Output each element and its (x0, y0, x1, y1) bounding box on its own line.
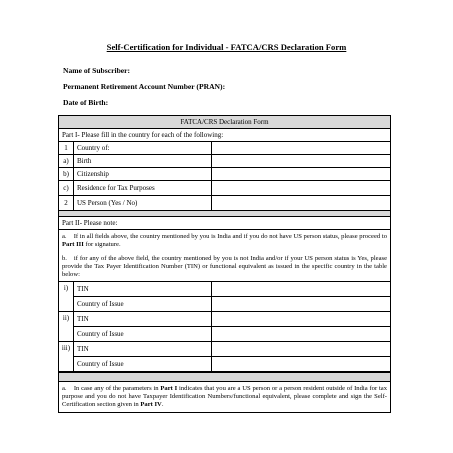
note-a (59, 230, 390, 251)
tin-row-number: ii) (59, 312, 74, 342)
country-table (59, 142, 390, 211)
row-number: 2 (59, 196, 74, 211)
note-b (59, 251, 390, 282)
note-a-bold: Part III (62, 241, 84, 248)
row-number: c) (59, 181, 74, 196)
row-label: Citizenship (74, 168, 212, 181)
country-of-issue-input[interactable] (212, 327, 391, 342)
citizenship-country-input[interactable] (212, 168, 391, 181)
final-note-bold-2: Part IV (140, 401, 162, 408)
country-of-issue-label: Country of Issue (74, 297, 212, 312)
tin-input[interactable] (212, 312, 391, 327)
form-title: Self-Certification for Individual - FATCA/CRS Declaration Form (106, 42, 347, 52)
note-a-tail: for signature. (83, 241, 121, 248)
tin-label: TIN (74, 312, 212, 327)
table-row (59, 196, 390, 211)
tin-row-number: i) (59, 282, 74, 312)
country-of-issue-label: Country of Issue (74, 327, 212, 342)
row-number: 1 (59, 142, 74, 155)
part1-label: Part I- Please fill in the country for each of the following: (59, 129, 390, 142)
row-label: Residence for Tax Purposes (74, 181, 212, 196)
final-note-text-1: In case any of the parameters in (73, 385, 161, 392)
country-of-issue-input[interactable] (212, 297, 391, 312)
us-person-input[interactable] (212, 196, 391, 211)
table-row (59, 282, 390, 297)
final-note-text-3: . (161, 401, 164, 408)
tin-label: TIN (74, 342, 212, 357)
declaration-form (58, 115, 391, 413)
row-number: a) (59, 155, 74, 168)
table-row (59, 342, 390, 357)
final-note-text-2: indicates that you are a US person or a person resident outside of India for tax purpose and you do not have Taxpayer Identification Numbers/functional equivalent, please complete and sign the Self-Certification section given in (62, 385, 387, 408)
row-number: b) (59, 168, 74, 181)
table-row (59, 181, 390, 196)
final-note-bold-1: Part I (160, 385, 178, 392)
tin-row-number: iii) (59, 342, 74, 372)
tin-label: TIN (74, 282, 212, 297)
country-of-input[interactable] (212, 142, 391, 155)
country-of-issue-input[interactable] (212, 357, 391, 372)
section-divider (59, 372, 390, 382)
tin-input[interactable] (212, 342, 391, 357)
form-heading: FATCA/CRS Declaration Form (59, 116, 390, 129)
note-b-text: if for any of the above field, the country mentioned by you is not India and/or if your US person status is Yes, please provide the Tax Payer Identification Number (TIN) or functional equivalent as issued in the specific country in the table below: (62, 255, 387, 278)
row-label: Country of: (74, 142, 212, 155)
tax-residence-country-input[interactable] (212, 181, 391, 196)
note-a-text: If in all fields above, the country mentioned by you is India and if you do not have US person status, please proceed to (73, 233, 387, 240)
table-row (59, 357, 390, 372)
table-row (59, 168, 390, 181)
dob-label: Date of Birth: (63, 98, 109, 107)
row-label: US Person (Yes / No) (74, 196, 212, 211)
tin-input[interactable] (212, 282, 391, 297)
note-tag: a. (62, 233, 67, 240)
note-tag: a. (62, 385, 67, 392)
birth-country-input[interactable] (212, 155, 391, 168)
table-row (59, 312, 390, 327)
row-label: Birth (74, 155, 212, 168)
table-row (59, 327, 390, 342)
part2-label: Part II- Please note: (59, 217, 390, 230)
pran-label: Permanent Retirement Account Number (PRAN): (63, 82, 226, 91)
table-row (59, 155, 390, 168)
country-of-issue-label: Country of Issue (74, 357, 212, 372)
table-row (59, 297, 390, 312)
final-note (59, 382, 390, 412)
note-tag: b. (62, 255, 67, 262)
table-row (59, 142, 390, 155)
subscriber-name-label: Name of Subscriber: (63, 66, 131, 75)
tin-table (59, 282, 390, 372)
